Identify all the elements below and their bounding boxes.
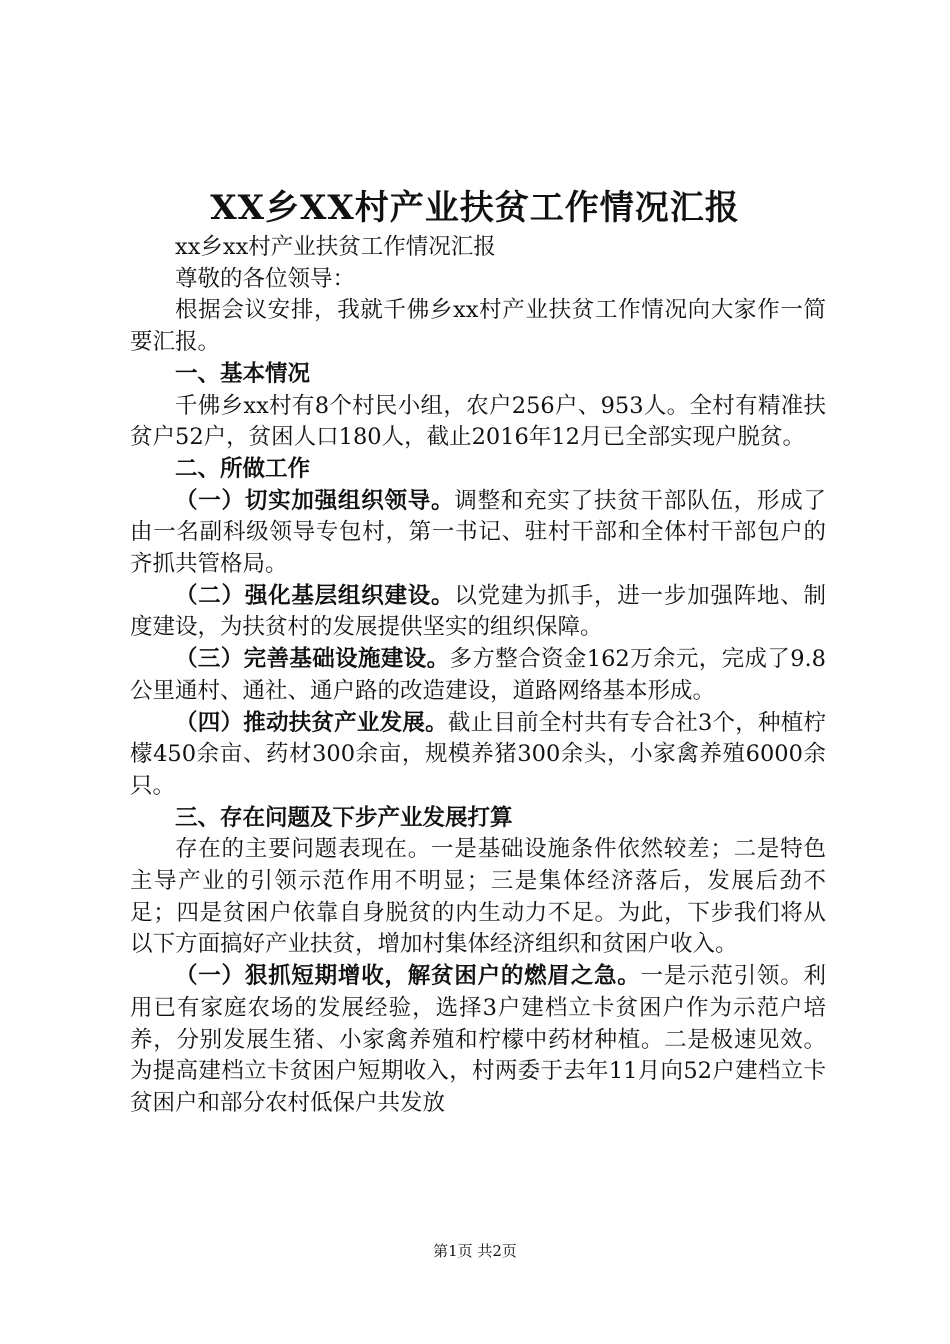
work-item-paragraph — [130, 708, 826, 803]
work-item-paragraph — [130, 644, 826, 707]
work-item-lead: （三）完善基础设施建设。 — [175, 646, 450, 673]
work-item-text: 截止目前全村共有专合社3个，种植柠檬450余亩、药材300余亩，规模养猪300余头，小家禽养殖6000余只。 — [130, 709, 826, 799]
work-item-paragraph — [130, 581, 826, 644]
document-title: XX乡XX村产业扶贫工作情况汇报 — [210, 188, 740, 228]
work-item-lead: （一）切实加强组织领导。 — [175, 487, 455, 514]
subtitle-paragraph: xx乡xx村产业扶贫工作情况汇报 — [175, 234, 496, 260]
intro-paragraph: 根据会议安排，我就千佛乡xx村产业扶贫工作情况向大家作一简要汇报。 — [130, 297, 826, 356]
section-heading-work: 二、所做工作 — [175, 455, 311, 482]
plan-item-lead: （一）狠抓短期增收，解贫困户的燃眉之急。 — [175, 963, 641, 990]
work-item-text: 以党建为抓手，进一步加强阵地、制度建设，为扶贫村的发展提供坚实的组织保障。 — [130, 582, 826, 641]
plan-item-paragraph — [130, 961, 826, 1120]
section-heading-basic: 一、基本情况 — [175, 360, 311, 387]
section-basic-paragraph: 千佛乡xx村有8个村民小组，农户256户、953人。全村有精准扶贫户52户，贫困人口180人，截止2016年12月已全部实现户脱贫。 — [130, 392, 826, 451]
work-item-lead: （四）推动扶贫产业发展。 — [175, 709, 448, 736]
document-body — [130, 232, 826, 1120]
work-item-text: 多方整合资金162万余元，完成了9.8公里通村、通社、通户路的改造建设，道路网络基本形成。 — [130, 646, 826, 704]
plan-item-text: 一是示范引领。利用已有家庭农场的发展经验，选择3户建档立卡贫困户作为示范户培养，分别发展生猪、小家禽养殖和柠檬中药材种植。二是极速见效。为提高建档立卡贫困户短期收入，村两委于去年11月向52户建档立卡贫困户和部分农村低保户共发放 — [130, 963, 826, 1116]
work-item-lead: （二）强化基层组织建设。 — [175, 582, 455, 609]
work-item-text: 调整和充实了扶贫干部队伍，形成了由一名副科级领导专包村，第一书记、驻村干部和全体村干部包户的齐抓共管格局。 — [130, 487, 826, 578]
salutation-paragraph: 尊敬的各位领导： — [175, 265, 356, 292]
page-footer: 第1页 共2页 — [433, 1242, 517, 1260]
section-problems-paragraph: 存在的主要问题表现在。一是基础设施条件依然较差；二是特色主导产业的引领示范作用不明显；三是集体经济落后，发展后劲不足；四是贫困户依靠自身脱贫的内生动力不足。为此，下步我们将从以下方面搞好产业扶贫，增加村集体经济组织和贫困户收入。 — [130, 836, 826, 958]
work-item-paragraph — [130, 486, 826, 581]
section-heading-problems: 三、存在问题及下步产业发展打算 — [175, 804, 513, 831]
